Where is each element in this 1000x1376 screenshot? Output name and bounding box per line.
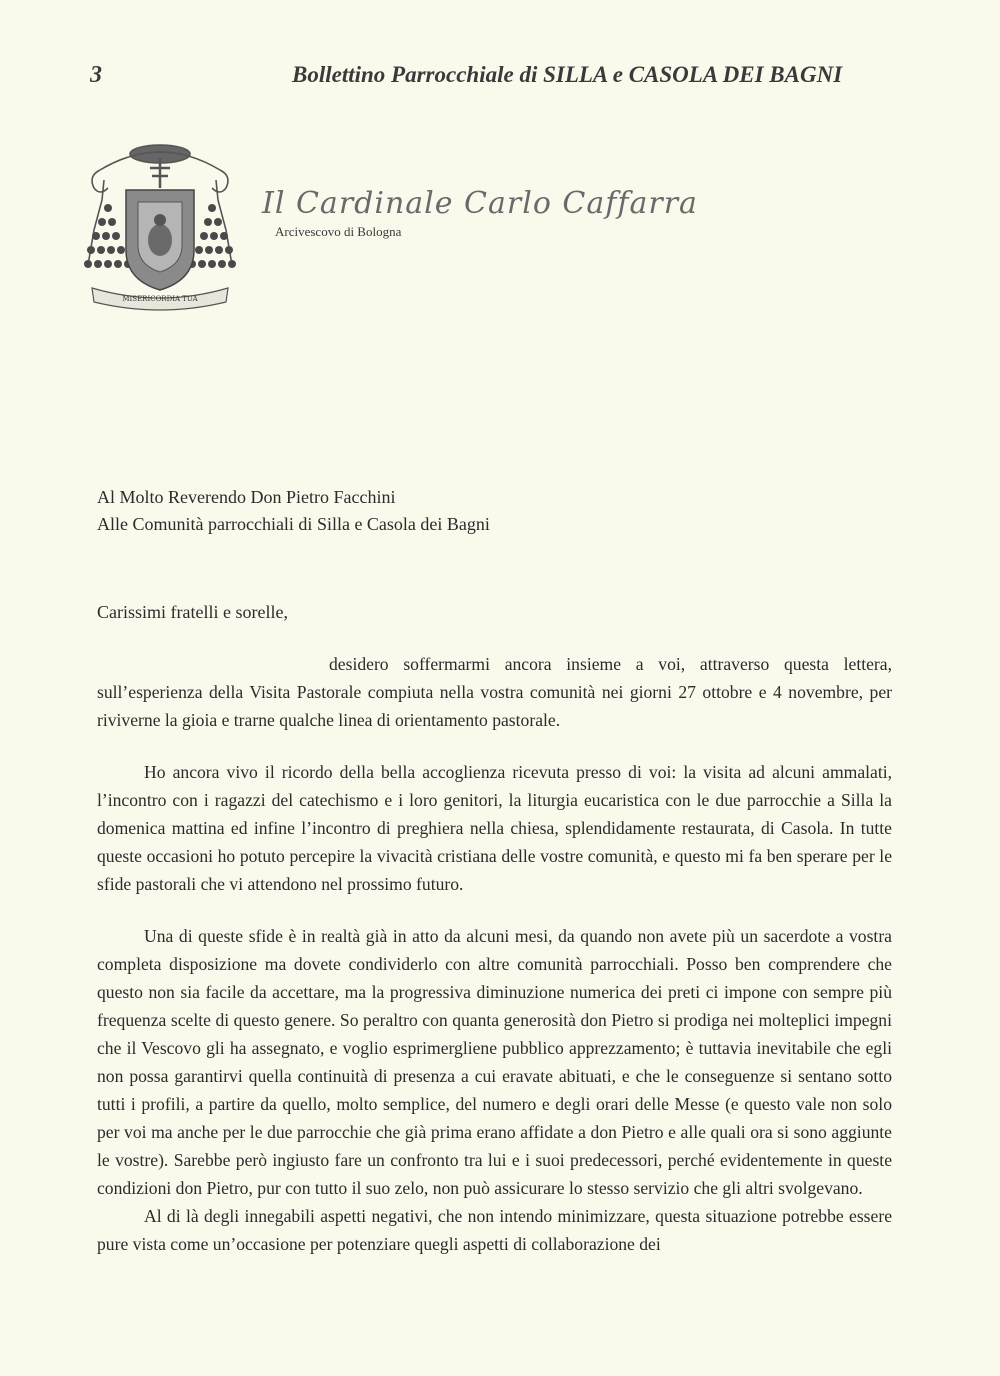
paragraph: Ho ancora vivo il ricordo della bella accoglienza ricevuta presso di voi: la visita ad alcuni ammalati, l’incontro con i ragazzi del catechismo e i loro genitori, la liturgia eucaristica con le due parrocchie a Silla la domenica mattina ed infine l’incontro di preghiera nella chiesa, splendidamente restaurata, di Casola. In tutte queste occasioni ho potuto percepire la vivacità cristiana delle vostre comunità, e questo mi fa ben sperare per le sfide pastorali che vi attendono nel prossimo futuro.	[97, 762, 892, 894]
motto-text: MISERICORDIA TUA	[122, 295, 198, 303]
letter-body	[97, 650, 892, 1258]
cardinal-title: Arcivescovo di Bologna	[275, 224, 402, 239]
paragraph: Al di là degli innegabili aspetti negativi, che non intendo minimizzare, questa situazione potrebbe essere pure vista come un’occasione per potenziare quegli aspetti di collaborazione dei	[97, 1206, 892, 1254]
paragraph: Una di queste sfide è in realtà già in atto da alcuni mesi, da quando non avete più un sacerdote a vostra completa disposizione ma dovete condividerlo con altre comunità parrocchiali. Posso ben comprendere che questo non sia facile da accettare, ma la progressiva diminuzione numerica dei preti ci impone con sempre più frequenza scelte di questo genere. So peraltro con quanta generosità don Pietro si prodiga nei molteplici impegni che il Vescovo gli ha assegnato, e voglio esprimergliene pubblico apprezzamento; è tuttavia inevitabile che egli non possa garantirvi quella continuità di presenza a cui eravate abituati, e che le conseguenze si sentano sotto tutti i profili, a partire da quello, molto semplice, del numero e degli orari delle Messe (e questo vale non solo per voi ma anche per le due parrocchie che già prima erano affidate a don Pietro e alle quali ora si sono aggiunte le vostre). Sarebbe però ingiusto fare un confronto tra lui e i suoi predecessori, perché evidentemente in queste condizioni don Pietro, pur con tutto il suo zelo, non può assicurare lo stesso servizio che gli altri svolgevano.	[97, 926, 892, 1198]
recipients	[97, 484, 490, 538]
page-number: 3	[90, 62, 102, 88]
bulletin-title: Bollettino Parrocchiale di SILLA e CASOLA DEI BAGNI	[292, 62, 843, 87]
greeting: Carissimi fratelli e sorelle,	[97, 602, 288, 622]
cardinal-name: Il Cardinale Carlo Caffarra	[262, 186, 698, 221]
recipient-line: Al Molto Reverendo Don Pietro Facchini	[97, 487, 396, 507]
coat-of-arms-logo	[80, 140, 240, 315]
recipient-line: Alle Comunità parrocchiali di Silla e Casola dei Bagni	[97, 514, 490, 534]
paragraph: desidero soffermarmi ancora insieme a voi, attraverso questa lettera, sull’esperienza della Visita Pastorale compiuta nella vostra comunità nei giorni 27 ottobre e 4 novembre, per riviverne la gioia e trarne qualche linea di orientamento pastorale.	[97, 654, 892, 730]
